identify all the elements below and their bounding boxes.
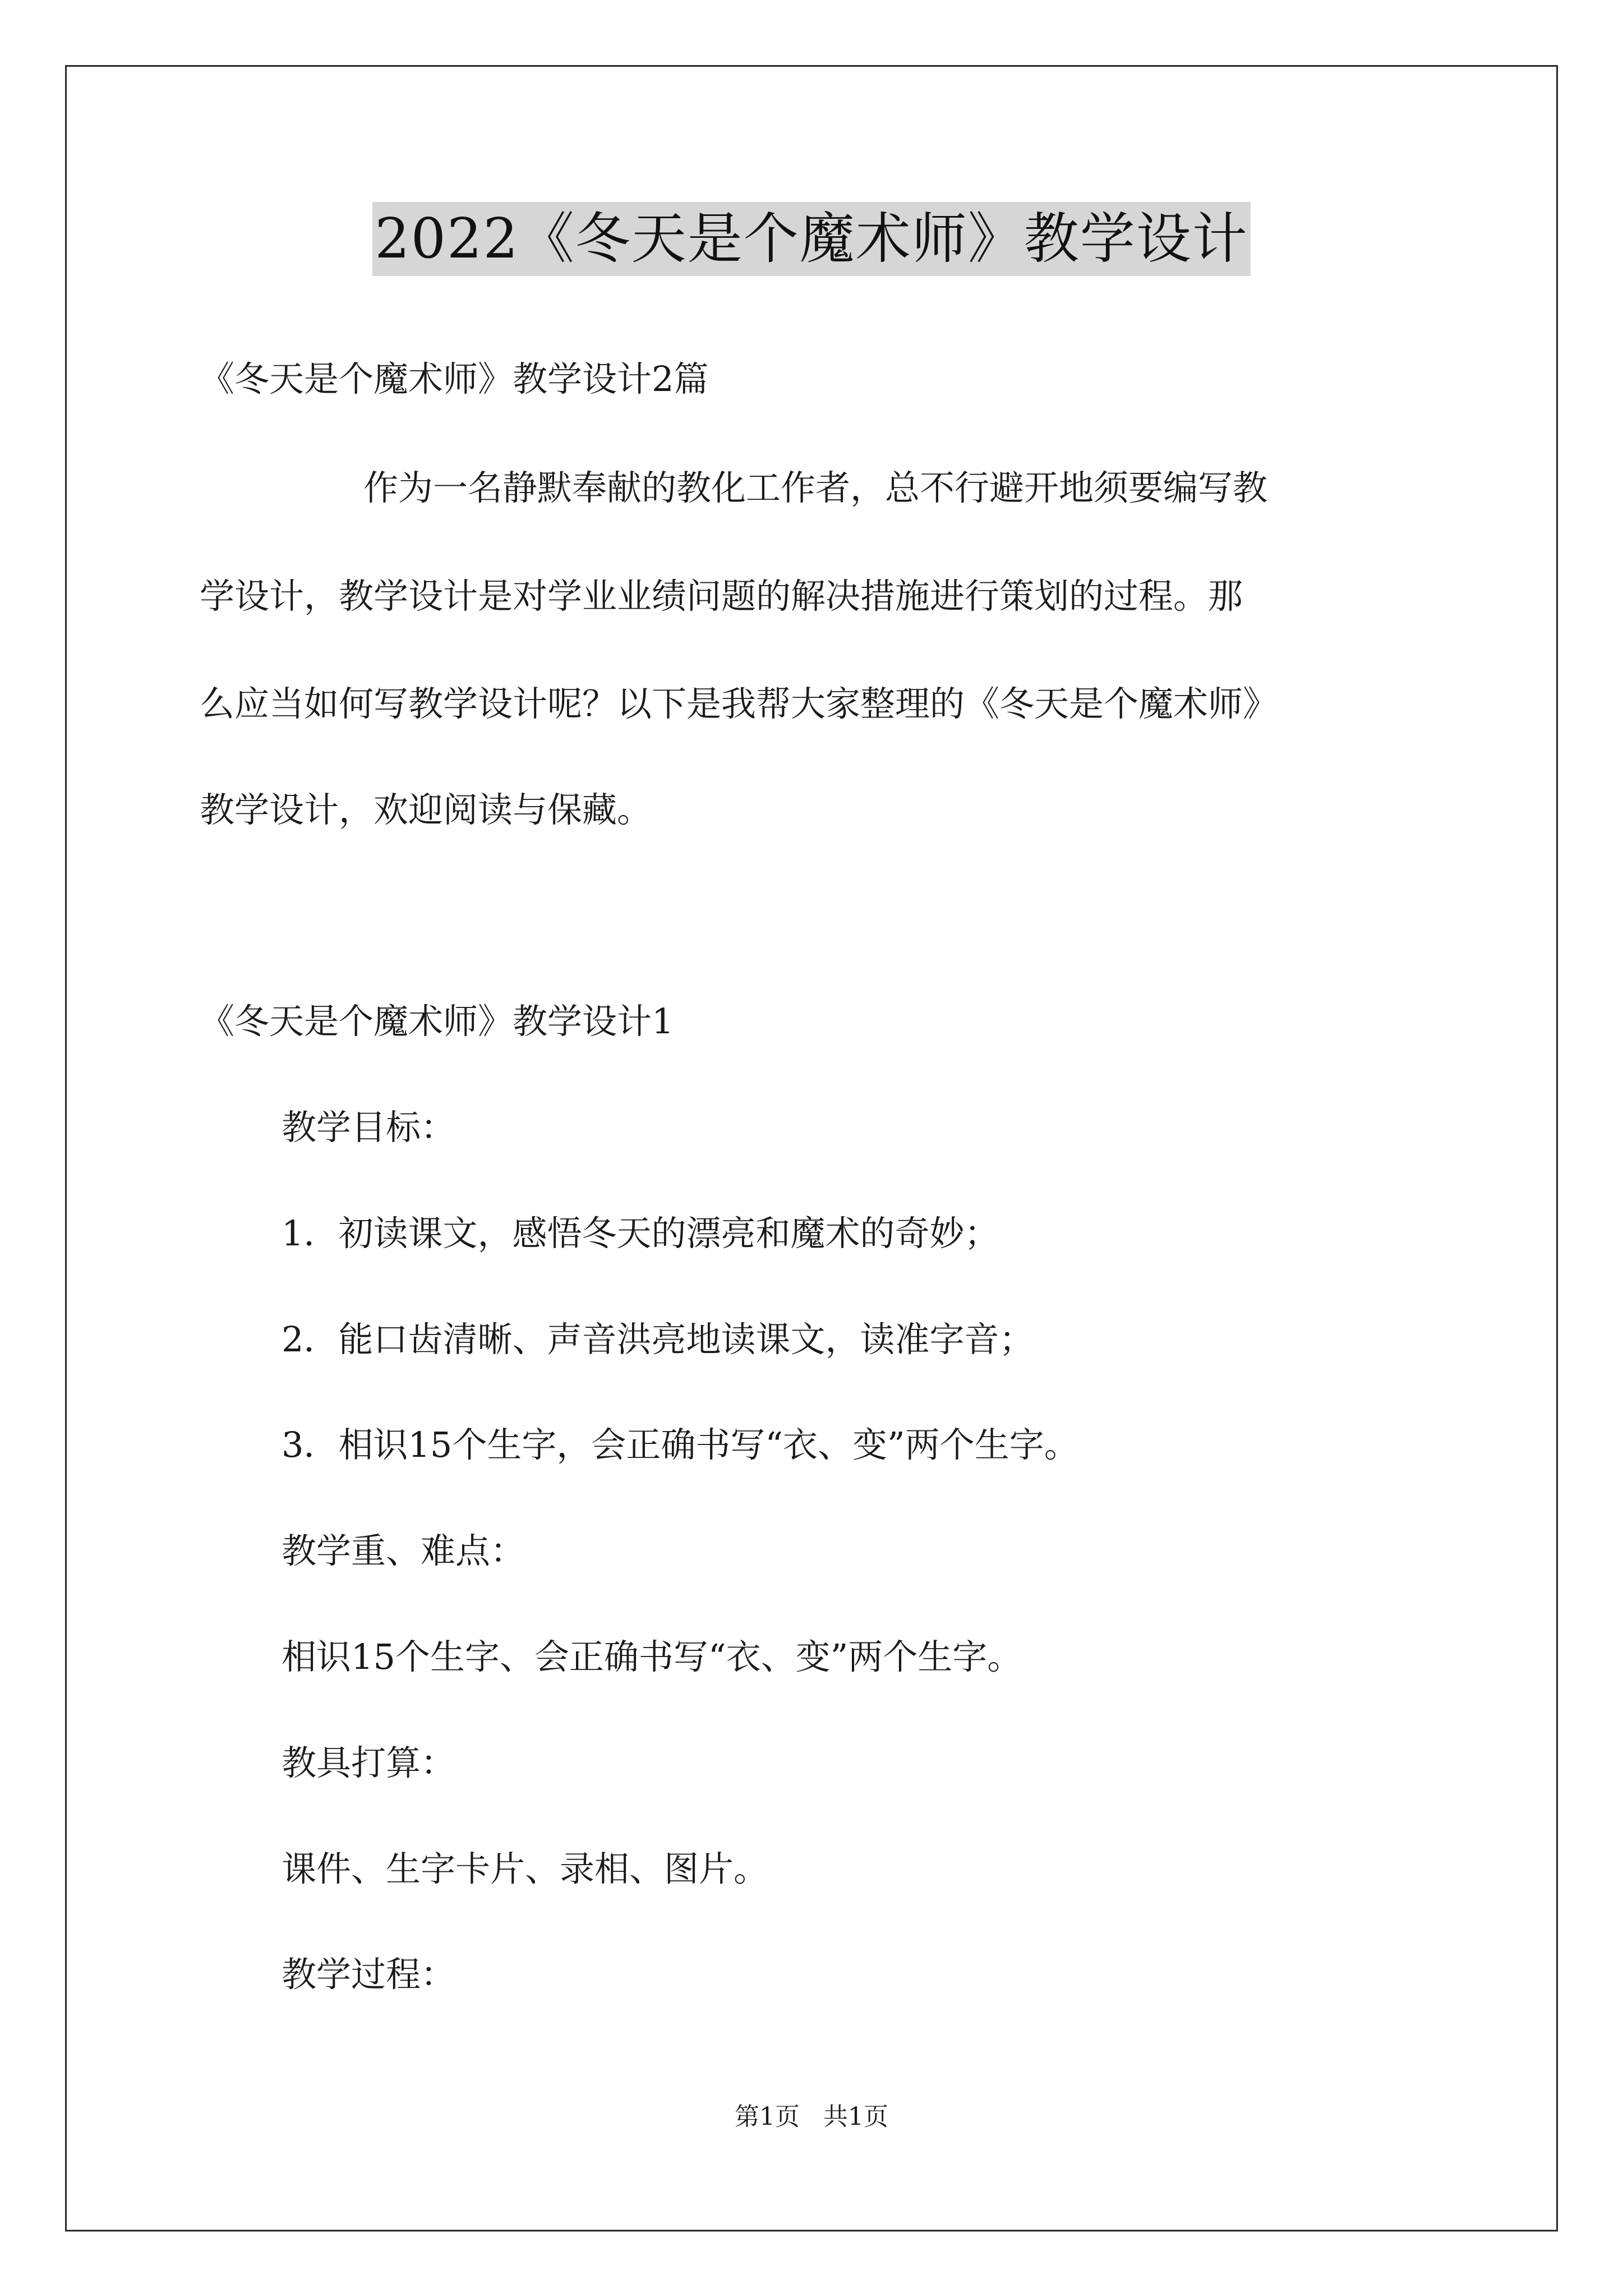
intro-line-2: 学设计，教学设计是对学业业绩问题的解决措施进行策划的过程。那 [200,576,1243,616]
intro-line-4: 教学设计，欢迎阅读与保藏。 [200,789,652,830]
body-line-1: 教学目标： [282,1107,456,1148]
body-line-9: 教学过程： [282,1954,456,1995]
body-line-4: 3．相识15个生字，会正确书写“衣、变”两个生字。 [282,1424,1079,1465]
page-current: 第1页 [735,2102,800,2131]
body-line-6: 相识15个生字、会正确书写“衣、变”两个生字。 [282,1636,1022,1677]
title-container [0,202,1623,276]
intro-line-1: 作为一名静默奉献的教化工作者，总不行避开地须要编写教 [363,467,1268,508]
document-title: 2022《冬天是个魔术师》教学设计 [372,202,1250,276]
body-line-3: 2．能口齿清晰、声音洪亮地读课文，读准字音； [282,1319,1034,1360]
section-heading: 《冬天是个魔术师》教学设计1 [200,1001,674,1042]
document-subtitle: 《冬天是个魔术师》教学设计2篇 [200,358,709,399]
body-line-8: 课件、生字卡片、录相、图片。 [282,1848,769,1889]
intro-line-3: 么应当如何写教学设计呢？以下是我帮大家整理的《冬天是个魔术师》 [200,683,1278,724]
body-line-7: 教具打算： [282,1742,456,1783]
page-total: 共1页 [823,2102,888,2131]
body-line-5: 教学重、难点： [282,1530,525,1571]
page-footer [0,2101,1623,2133]
body-line-2: 1．初读课文，感悟冬天的漂亮和魔术的奇妙； [282,1213,999,1254]
